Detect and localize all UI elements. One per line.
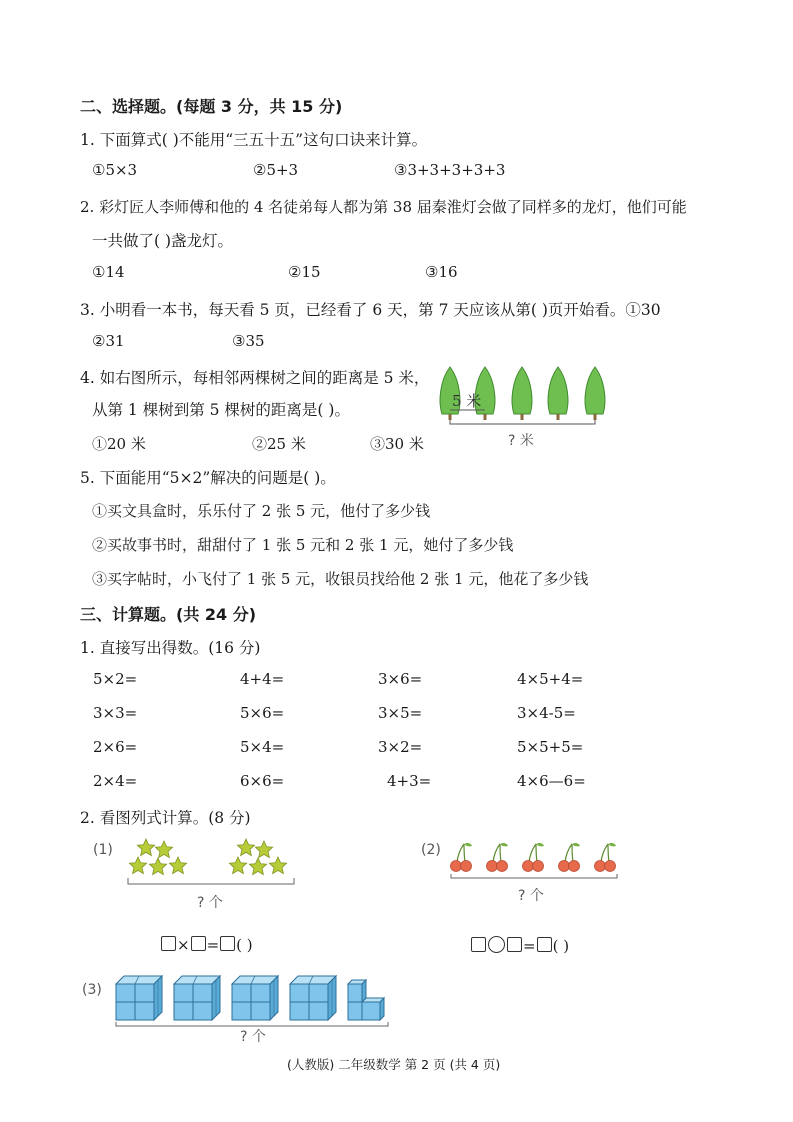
q2-option-3: ③16 [425, 263, 458, 281]
section-2-title: 二、选择题。(每题 3 分，共 15 分) [80, 97, 343, 116]
eq1-blank-1[interactable] [161, 936, 176, 951]
q4-fig-distance-label: 5 米 [452, 392, 482, 410]
q5-text: 5. 下面能用“5×2”解决的问题是( )。 [80, 469, 336, 487]
cherry-1-icon [451, 843, 473, 872]
p2-text: 2. 看图列式计算。(8 分) [80, 809, 251, 827]
q4-option-1: ①20 米 [92, 435, 146, 453]
calc-r2-c4: 3×4-5= [517, 704, 576, 722]
calc-r1-c3: 3×6= [378, 670, 423, 688]
eq2-blank-3[interactable] [537, 937, 552, 952]
eq1-unit-blank[interactable]: ( ) [236, 936, 253, 954]
eq1-equals-sign: = [206, 936, 220, 954]
cube-block-3-icon [232, 976, 278, 1020]
tree-5-icon [585, 367, 605, 420]
calc-r3-c4: 5×5+5= [517, 738, 584, 756]
fig1-label: (1) [93, 842, 113, 858]
cube-block-4-icon [290, 976, 336, 1020]
star-figure [122, 836, 302, 896]
equation-1 [160, 936, 253, 954]
q5-option-2: ②买故事书时，甜甜付了 1 张 5 元和 2 张 1 元，她付了多少钱 [92, 536, 514, 554]
calc-r4-c1: 2×4= [93, 772, 138, 790]
cube-block-5-icon [348, 980, 384, 1020]
cube-block-1-icon [116, 976, 162, 1020]
calc-r4-c4: 4×6—6= [517, 772, 586, 790]
fig3-label: (3) [82, 982, 102, 998]
q4-fig-total-label: ? 米 [508, 433, 534, 449]
cube-figure [112, 972, 402, 1030]
q2-line1: 2. 彩灯匠人李师傅和他的 4 名徒弟每人都为第 38 届秦淮灯会做了同样多的龙灯，他们可能 [80, 198, 687, 216]
eq2-blank-2[interactable] [507, 937, 522, 952]
q3-option-3: ③35 [232, 332, 265, 350]
fig2-label: (2) [421, 842, 441, 858]
eq1-multiply-sign: × [177, 936, 190, 954]
q3-line1: 3. 小明看一本书，每天看 5 页，已经看了 6 天，第 7 天应该从第( )页开始看。①30 [80, 301, 661, 319]
q4-option-3: ③30 米 [370, 435, 424, 453]
page-footer: (人教版) 二年级数学 第 2 页 (共 4 页) [287, 1057, 501, 1072]
q5-option-3: ③买字帖时，小飞付了 1 张 5 元，收银员找给他 2 张 1 元，他花了多少钱 [92, 570, 589, 588]
eq2-equals-sign: = [523, 937, 536, 955]
eq2-operator-circle[interactable] [488, 936, 505, 953]
calc-r2-c3: 3×5= [378, 704, 423, 722]
calc-r3-c3: 3×2= [378, 738, 423, 756]
q2-option-2: ②15 [288, 263, 321, 281]
calc-r1-c1: 5×2= [93, 670, 138, 688]
eq1-blank-2[interactable] [191, 936, 206, 951]
q1-option-1: ①5×3 [92, 161, 138, 179]
cherry-4-icon [559, 843, 581, 872]
eq1-blank-3[interactable] [220, 936, 235, 951]
q5-option-1: ①买文具盒时，乐乐付了 2 张 5 元，他付了多少钱 [92, 502, 431, 520]
q4-option-2: ②25 米 [252, 435, 306, 453]
q2-option-1: ①14 [92, 263, 125, 281]
cube-block-2-icon [174, 976, 220, 1020]
calc-r2-c2: 5×6= [240, 704, 285, 722]
calc-r3-c2: 5×4= [240, 738, 285, 756]
q3-option-2: ②31 [92, 332, 125, 350]
q1-text: 1. 下面算式( )不能用“三五十五”这句口诀来计算。 [80, 131, 428, 149]
cherry-5-icon [595, 843, 617, 872]
calc-r1-c4: 4×5+4= [517, 670, 584, 688]
q4-line2: 从第 1 棵树到第 5 棵树的距离是( )。 [92, 401, 350, 419]
q1-option-3: ③3+3+3+3+3 [394, 161, 506, 179]
cherry-2-icon [487, 843, 509, 872]
cherry-3-icon [523, 843, 545, 872]
calc-r2-c1: 3×3= [93, 704, 138, 722]
q1-option-2: ②5+3 [253, 161, 299, 179]
star-group-right-icon [229, 839, 286, 875]
calc-r1-c2: 4+4= [240, 670, 285, 688]
q2-line2: 一共做了( )盏龙灯。 [92, 232, 234, 250]
tree-3-icon [512, 367, 532, 420]
equation-2 [470, 936, 569, 955]
star-group-left-icon [129, 839, 186, 875]
calc-r4-c2: 6×6= [240, 772, 285, 790]
tree-4-icon [548, 367, 568, 420]
cherry-figure [445, 842, 625, 887]
eq2-unit-blank[interactable]: ( ) [552, 937, 570, 955]
fig2-question: ? 个 [518, 888, 544, 904]
q4-line1: 4. 如右图所示，每相邻两棵树之间的距离是 5 米， [80, 369, 430, 387]
p1-text: 1. 直接写出得数。(16 分) [80, 639, 261, 657]
eq2-blank-1[interactable] [471, 937, 486, 952]
fig3-question: ? 个 [240, 1029, 266, 1045]
section-3-title: 三、计算题。(共 24 分) [80, 605, 257, 624]
calc-r3-c1: 2×6= [93, 738, 138, 756]
calc-r4-c3: 4+3= [387, 772, 432, 790]
fig1-question: ? 个 [197, 895, 223, 911]
